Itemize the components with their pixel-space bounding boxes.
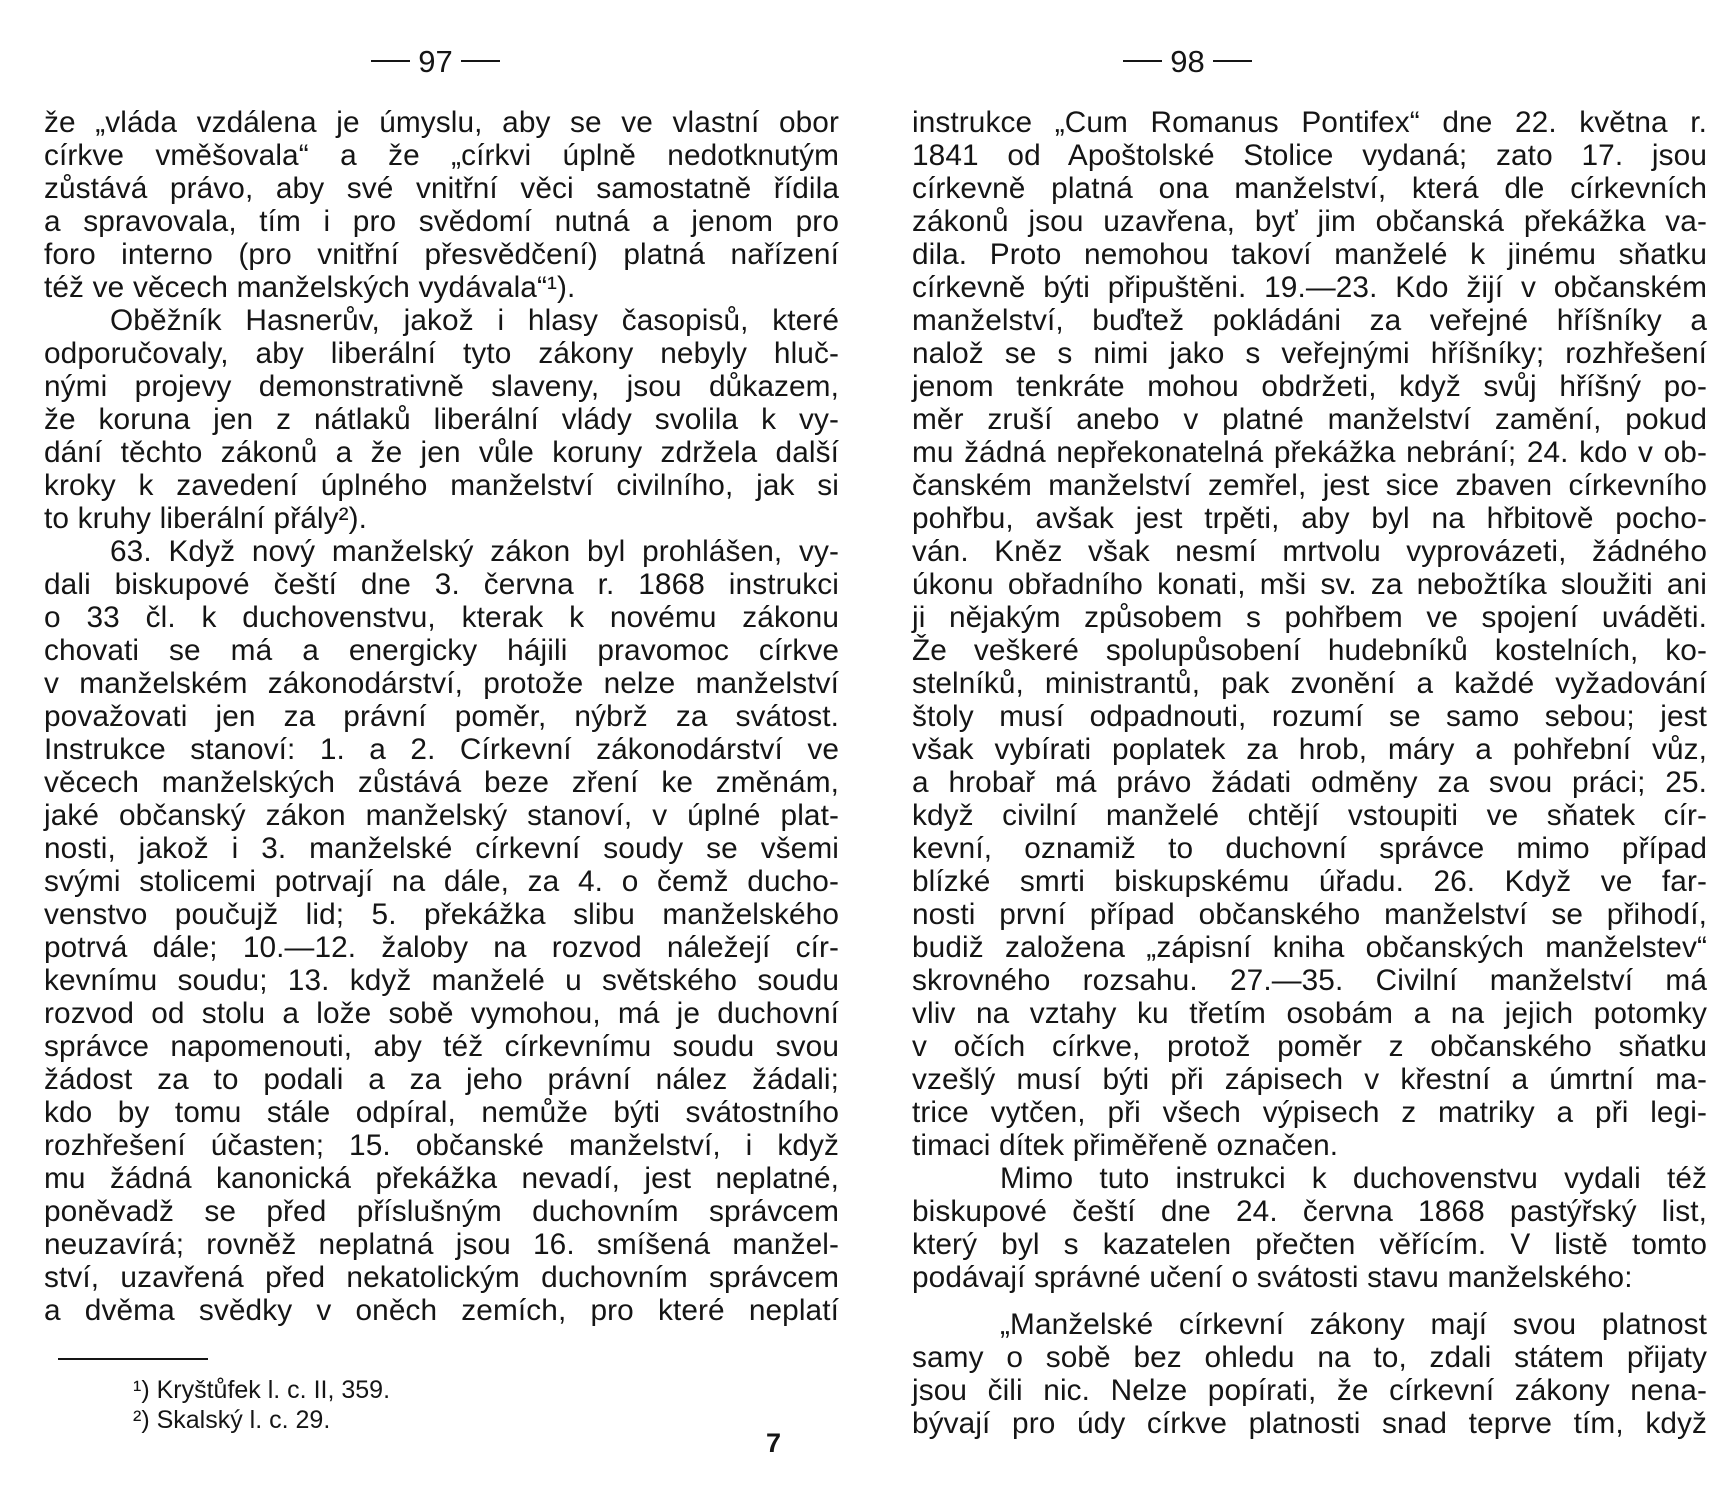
right-page	[912, 0, 1707, 1500]
left-line-32: rozhřešení účasten; 15. občanské manželství, i když	[44, 1129, 839, 1162]
right-line-14: ván. Kněz však nesmí mrtvolu vyprovázeti, žádného	[912, 535, 1707, 568]
right-line-8: nalož se s nimi jako s veřejnými hříšníky; rozhřešení	[912, 337, 1707, 370]
left-line-29: správce napomenouti, aby též církevnímu soudu svou	[44, 1030, 839, 1063]
right-line-26: budiž založena „zápisní kniha občanských manželstev“	[912, 931, 1707, 964]
right-line-7: manželství, buďtež pokládáni za veřejné hříšníky a	[912, 304, 1707, 337]
right-line-17: Že veškeré spolupůsobení hudebníků kostelních, ko-	[912, 634, 1707, 667]
left-line-16: o 33 čl. k duchovenstvu, kterak k novému zákonu	[44, 601, 839, 634]
left-line-36: ství, uzavřená před nekatolickým duchovním správcem	[44, 1261, 839, 1294]
left-line-11: dání těchto zákonů a že jen vůle koruny zdržela další	[44, 436, 839, 469]
right-line-18: stelníků, ministrantů, pak zvonění a každé vyžadování	[912, 667, 1707, 700]
right-line-1: instrukce „Cum Romanus Pontifex“ dne 22. května r.	[912, 106, 1707, 139]
left-line-7: Oběžník Hasnerův, jakož i hlasy časopisů, které	[110, 304, 839, 337]
right-line-40: bývají pro údy církve platnosti snad teprve tím, když	[912, 1407, 1707, 1440]
left-line-28: rozvod od stolu a lože sobě vymohou, má je duchovní	[44, 997, 839, 1030]
left-line-14: 63. Když nový manželský zákon byl prohlášen, vy-	[110, 535, 839, 568]
right-line-33: Mimo tuto instrukci k duchovenstvu vydali též	[1000, 1162, 1707, 1195]
right-line-12: čanském manželství zemřel, jest sice zbaven církevního	[912, 469, 1707, 502]
left-line-23: nosti, jakož i 3. manželské církevní soudy se všemi	[44, 832, 839, 865]
left-page-number-header	[38, 46, 833, 77]
quotation-spacing	[912, 1294, 1707, 1308]
right-line-6: církevně býti připuštěni. 19.—23. Kdo žijí v občanském	[912, 271, 1707, 304]
left-line-6: též ve věcech manželských vydávala“¹).	[44, 271, 576, 304]
left-line-9: nými projevy demonstrativně slaveny, jsou důkazem,	[44, 370, 839, 403]
left-line-19: považovati jen za právní poměr, nýbrž za svátost.	[44, 700, 839, 733]
right-line-29: v očích církve, protož poměr z občanského sňatku	[912, 1030, 1707, 1063]
right-line-9: jenom tenkráte mohou obdržeti, když svůj hříšný po-	[912, 370, 1707, 403]
left-line-34: poněvadž se před příslušným duchovním správcem	[44, 1195, 839, 1228]
left-line-13: to kruhy liberální přály²).	[44, 502, 368, 535]
footnote-1: ¹) Kryštůfek l. c. II, 359.	[133, 1376, 391, 1404]
right-line-25: nosti první případ občanského manželství se přihodí,	[912, 898, 1707, 931]
left-line-33: mu žádná kanonická překážka nevadí, jest neplatné,	[44, 1162, 839, 1195]
right-page-number: 98	[1170, 44, 1205, 79]
right-line-32: timaci dítek přiměřeně označen.	[912, 1129, 1339, 1162]
printer-signature-mark: 7	[766, 1428, 782, 1458]
right-line-36: podávají správné učení o svátosti stavu manželského:	[912, 1261, 1633, 1294]
right-line-35: který byl s kazatelen přečten věřícím. V listě tomto	[912, 1228, 1707, 1261]
right-line-4: zákonů jsou uzavřena, byť jim občanská překážka va-	[912, 205, 1707, 238]
left-line-12: kroky k zavedení úplného manželství civilního, jak si	[44, 469, 839, 502]
right-page-number-dash-right	[1213, 60, 1252, 62]
left-page-number-dash-left	[371, 60, 410, 62]
left-line-2: církve vměšovala“ a že „církvi úplně nedotknutým	[44, 139, 839, 172]
right-line-10: měr zruší anebo v platné manželství zamění, pokud	[912, 403, 1707, 436]
footnote-2: ²) Skalský l. c. 29.	[133, 1406, 331, 1434]
left-line-31: kdo by tomu stále odpíral, nemůže býti svátostního	[44, 1096, 839, 1129]
footnote-divider	[58, 1358, 208, 1360]
right-line-16: ji nějakým způsobem s pohřbem ve spojení uváděti.	[912, 601, 1707, 634]
right-line-13: pohřbu, avšak jest trpěti, aby byl na hřbitově pocho-	[912, 502, 1707, 535]
left-line-15: dali biskupové čeští dne 3. června r. 1868 instrukci	[44, 568, 839, 601]
left-line-3: zůstává právo, aby své vnitřní věci samostatně řídila	[44, 172, 839, 205]
right-line-15: úkonu obřadního konati, mši sv. za nebožtíka sloužiti ani	[912, 568, 1707, 601]
right-line-19: štoly musí odpadnouti, rozumí se samo sebou; jest	[912, 700, 1707, 733]
right-page-body	[912, 106, 1707, 1440]
left-line-27: kevnímu soudu; 13. když manželé u světského soudu	[44, 964, 839, 997]
right-line-20: však vybírati poplatek za hrob, máry a pohřební vůz,	[912, 733, 1707, 766]
left-line-18: v manželském zákonodárství, protože nelze manželství	[44, 667, 839, 700]
right-page-number-dash-left	[1123, 60, 1162, 62]
right-line-24: blízké smrti biskupskému úřadu. 26. Když ve far-	[912, 865, 1707, 898]
left-line-21: věcech manželských zůstává beze zření ke změnám,	[44, 766, 839, 799]
left-line-10: že koruna jen z nátlaků liberální vlády svolila k vy-	[44, 403, 839, 436]
right-line-37: „Manželské církevní zákony mají svou platnost	[1000, 1308, 1707, 1341]
right-line-38: samy o sobě bez ohledu na to, zdali státem přijaty	[912, 1341, 1707, 1374]
left-page-body	[44, 106, 839, 1327]
left-page-number: 97	[418, 44, 453, 79]
left-line-25: venstvo poučujž lid; 5. překážka slibu manželského	[44, 898, 839, 931]
left-page-number-dash-right	[461, 60, 500, 62]
right-line-31: trice vytčen, při všech výpisech z matriky a při legi-	[912, 1096, 1707, 1129]
left-line-4: a spravovala, tím i pro svědomí nutná a jenom pro	[44, 205, 839, 238]
left-line-5: foro interno (pro vnitřní přesvědčení) platná nařízení	[44, 238, 839, 271]
right-line-21: a hrobař má právo žádati odměny za svou práci; 25.	[912, 766, 1707, 799]
right-line-39: jsou čili nic. Nelze popírati, že církevní zákony nena-	[912, 1374, 1707, 1407]
right-line-28: vliv na vztahy ku třetím osobám a na jejich potomky	[912, 997, 1707, 1030]
right-page-number-header	[790, 46, 1585, 77]
right-line-27: skrovného rozsahu. 27.—35. Civilní manželství má	[912, 964, 1707, 997]
left-line-1: že „vláda vzdálena je úmyslu, aby se ve vlastní obor	[44, 106, 839, 139]
left-line-17: chovati se má a energicky hájili pravomoc církve	[44, 634, 839, 667]
left-line-26: potrvá dále; 10.—12. žaloby na rozvod náležejí cír-	[44, 931, 839, 964]
right-line-34: biskupové čeští dne 24. června 1868 pastýřský list,	[912, 1195, 1707, 1228]
right-line-30: vzešlý musí býti při zápisech v křestní a úmrtní ma-	[912, 1063, 1707, 1096]
left-line-35: neuzavírá; rovněž neplatná jsou 16. smíšená manžel-	[44, 1228, 839, 1261]
left-line-30: žádost za to podali a za jeho právní nález žádali;	[44, 1063, 839, 1096]
left-page	[44, 0, 839, 1500]
right-line-23: kevní, oznamiž to duchovní správce mimo případ	[912, 832, 1707, 865]
right-line-3: církevně platná ona manželství, která dle církevních	[912, 172, 1707, 205]
left-line-22: jaké občanský zákon manželský stanoví, v úplné plat-	[44, 799, 839, 832]
left-line-24: svými stolicemi potrvají na dále, za 4. o čemž ducho-	[44, 865, 839, 898]
right-line-2: 1841 od Apoštolské Stolice vydaná; zato 17. jsou	[912, 139, 1707, 172]
right-line-22: když civilní manželé chtějí vstoupiti ve sňatek cír-	[912, 799, 1707, 832]
left-line-20: Instrukce stanoví: 1. a 2. Církevní zákonodárství ve	[44, 733, 839, 766]
left-line-8: odporučovaly, aby liberální tyto zákony nebyly hluč-	[44, 337, 839, 370]
footnotes	[133, 1375, 390, 1435]
left-line-37: a dvěma svědky v oněch zemích, pro které neplatí	[44, 1294, 839, 1327]
right-line-5: dila. Proto nemohou takoví manželé k jinému sňatku	[912, 238, 1707, 271]
right-line-11: mu žádná nepřekonatelná překážka nebrání; 24. kdo v ob-	[912, 436, 1707, 469]
